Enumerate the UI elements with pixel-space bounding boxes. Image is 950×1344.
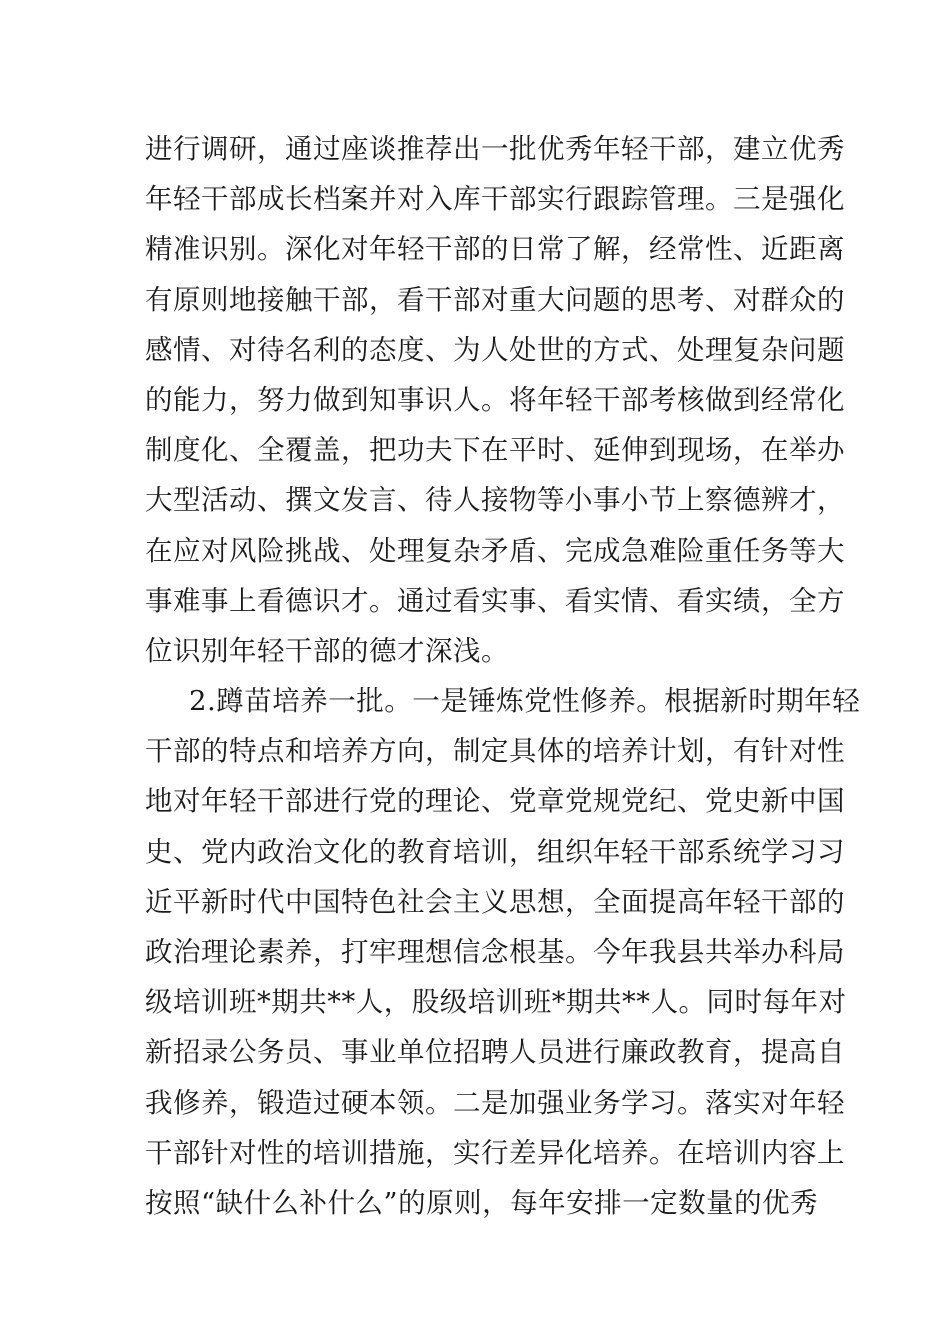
body-text bbox=[145, 124, 861, 1228]
paragraph-end-line: 位识别年轻干部的德才深浅。 bbox=[145, 634, 509, 667]
text-line: 我修养，锻造过硬本领。二是加强业务学习。落实对年轻 bbox=[145, 1086, 845, 1119]
text-line: 干部针对性的培训措施，实行差异化培养。在培训内容上 bbox=[145, 1136, 845, 1169]
text-line: 感情、对待名利的态度、为人处世的方式、处理复杂问题 bbox=[145, 333, 845, 366]
text-line: 近平新时代中国特色社会主义思想，全面提高年轻干部的 bbox=[145, 885, 845, 918]
section-heading-line: 2.蹲苗培养一批。一是锤炼党性修养。根据新时期年轻 bbox=[189, 685, 861, 718]
text-line: 制度化、全覆盖，把功夫下在平时、延伸到现场，在举办 bbox=[145, 434, 845, 467]
text-line: 年轻干部成长档案并对入库干部实行跟踪管理。三是强化 bbox=[145, 183, 845, 216]
text-line: 有原则地接触干部，看干部对重大问题的思考、对群众的 bbox=[145, 283, 845, 316]
text-line: 地对年轻干部进行党的理论、党章党规党纪、党史新中国 bbox=[145, 785, 845, 818]
text-line: 政治理论素养，打牢理想信念根基。今年我县共举办科局 bbox=[145, 936, 845, 968]
text-line: 干部的特点和培养方向，制定具体的培养计划，有针对性 bbox=[145, 735, 845, 768]
text-line: 新招录公务员、事业单位招聘人员进行廉政教育，提高自 bbox=[145, 1036, 845, 1069]
text-line: 精准识别。深化对年轻干部的日常了解，经常性、近距离 bbox=[145, 233, 845, 266]
text-line: 的能力，努力做到知事识人。将年轻干部考核做到经常化 bbox=[145, 383, 845, 416]
text-line: 事难事上看德识才。通过看实事、看实情、看实绩，全方 bbox=[145, 584, 845, 617]
text-line: 大型活动、撰文发言、待人接物等小事小节上察德辨才， bbox=[145, 484, 845, 517]
text-line: 在应对风险挑战、处理复杂矛盾、完成急难险重任务等大 bbox=[145, 534, 845, 567]
text-line: 进行调研，通过座谈推荐出一批优秀年轻干部，建立优秀 bbox=[145, 133, 845, 165]
text-line: 按照“缺什么补什么”的原则，每年安排一定数量的优秀 bbox=[145, 1186, 819, 1219]
text-line: 级培训班*期共**人，股级培训班*期共**人。同时每年对 bbox=[145, 986, 847, 1019]
text-line: 史、党内政治文化的教育培训，组织年轻干部系统学习习 bbox=[145, 835, 845, 868]
